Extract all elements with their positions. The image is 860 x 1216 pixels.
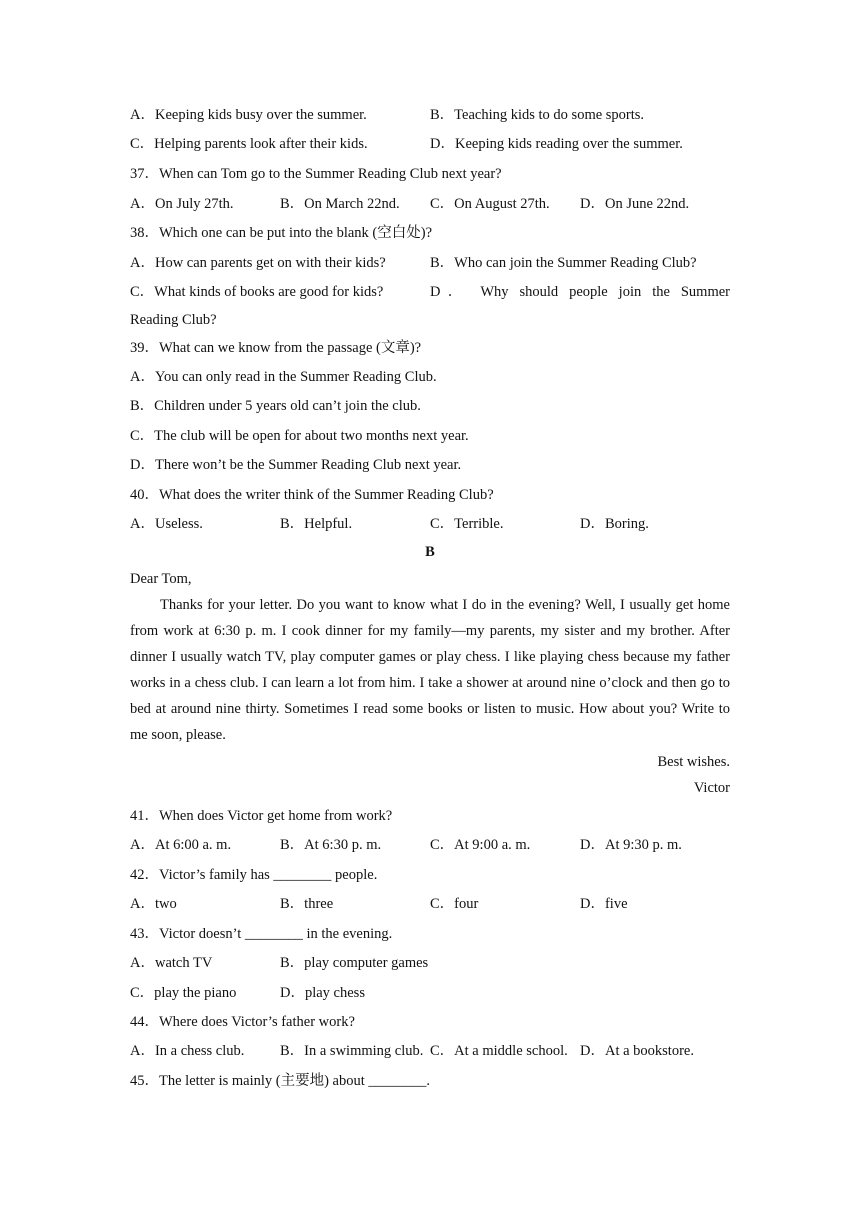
q41-option-b: B．At 6:30 p. m. <box>280 837 382 853</box>
q45-stem: 45．The letter is mainly (主要地) about ________. <box>130 1073 431 1089</box>
q44-option-a: A．In a chess club. <box>130 1043 245 1059</box>
q42-stem: 42．Victor’s family has ________ people. <box>130 867 378 883</box>
q38-stem: 38．Which one can be put into the blank (空白处)? <box>130 225 433 241</box>
q44-option-b: B．In a swimming club. <box>280 1043 424 1059</box>
q37-option-b: B．On March 22nd. <box>280 196 400 212</box>
q39-option-c: C．The club will be open for about two months next year. <box>130 428 469 444</box>
q43-option-d: D．play chess <box>280 985 365 1001</box>
q38-option-a: A．How can parents get on with their kids? <box>130 255 386 271</box>
q43-option-a: A．watch TV <box>130 955 213 971</box>
q42-option-d: D．five <box>580 896 628 912</box>
q36-option-b: B．Teaching kids to do some sports. <box>430 107 645 123</box>
q40-stem: 40．What does the writer think of the Summer Reading Club? <box>130 487 494 503</box>
q36-option-d: D．Keeping kids reading over the summer. <box>430 136 683 152</box>
q43-option-c: C．play the piano <box>130 985 237 1001</box>
q37-option-c: C．On August 27th. <box>430 196 550 212</box>
q40-option-c: C．Terrible. <box>430 516 504 532</box>
q37-option-d: D．On June 22nd. <box>580 196 690 212</box>
q42-option-b: B．three <box>280 896 334 912</box>
q38-option-d-continued: Reading Club? <box>130 312 217 328</box>
q38-option-d: D． Why should people join the Summer <box>430 284 730 300</box>
q44-option-d: D．At a bookstore. <box>580 1043 694 1059</box>
letter-greeting: Dear Tom, <box>130 571 192 587</box>
q38-option-c: C．What kinds of books are good for kids? <box>130 284 384 300</box>
q44-option-c: C．At a middle school. <box>430 1043 568 1059</box>
q37-option-a: A．On July 27th. <box>130 196 234 212</box>
q44-stem: 44．Where does Victor’s father work? <box>130 1014 355 1030</box>
q39-option-a: A．You can only read in the Summer Reading Club. <box>130 369 437 385</box>
letter-closing: Best wishes. <box>657 754 730 770</box>
q42-option-a: A．two <box>130 896 177 912</box>
q43-stem: 43．Victor doesn’t ________ in the evening. <box>130 926 393 942</box>
q36-option-c: C．Helping parents look after their kids. <box>130 136 368 152</box>
q39-stem: 39．What can we know from the passage (文章)? <box>130 340 422 356</box>
q38-option-b: B．Who can join the Summer Reading Club? <box>430 255 697 271</box>
q41-option-c: C．At 9:00 a. m. <box>430 837 531 853</box>
q41-option-a: A．At 6:00 a. m. <box>130 837 232 853</box>
q41-option-d: D．At 9:30 p. m. <box>580 837 682 853</box>
q37-stem: 37．When can Tom go to the Summer Reading Club next year? <box>130 166 502 182</box>
q43-option-b: B．play computer games <box>280 955 429 971</box>
q39-option-b: B．Children under 5 years old can’t join the club. <box>130 398 421 414</box>
q39-option-d: D．There won’t be the Summer Reading Club next year. <box>130 457 462 473</box>
letter-signature: Victor <box>693 780 730 796</box>
q36-option-a: A．Keeping kids busy over the summer. <box>130 107 367 123</box>
q42-option-c: C．four <box>430 896 479 912</box>
q40-option-b: B．Helpful. <box>280 516 353 532</box>
q41-stem: 41．When does Victor get home from work? <box>130 808 393 824</box>
q40-option-d: D．Boring. <box>580 516 649 532</box>
q40-option-a: A．Useless. <box>130 516 203 532</box>
section-heading: B <box>425 544 435 560</box>
letter-body: Thanks for your letter. Do you want to know what I do in the evening? Well, I usually get home from work at 6:30 p. m. I cook dinner for my family—my parents, my sister and my brother. After dinner I usually watch TV, play computer games or play chess. I like playing chess because my father works in a chess club. I can learn a lot from him. I take a shower at around nine o’clock and then go to bed at around nine thirty. Sometimes I read some books or listen to music. How about you? Write to me soon, please. <box>130 597 730 743</box>
